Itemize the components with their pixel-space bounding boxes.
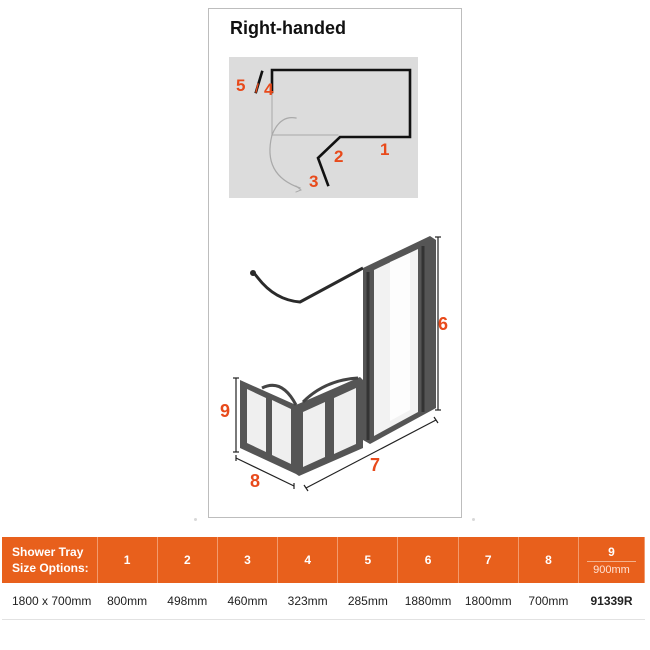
low-panel-front-glass-b bbox=[334, 388, 356, 454]
cell-col-7: 1800mm bbox=[458, 583, 518, 620]
curtain-rail bbox=[254, 268, 363, 302]
plan-label-1: 1 bbox=[380, 140, 390, 159]
header-col-9 bbox=[579, 537, 645, 583]
header-col-8: 8 bbox=[518, 537, 578, 583]
low-panel-left-glass-b bbox=[272, 400, 291, 464]
header-col-6: 6 bbox=[398, 537, 458, 583]
header-col-3: 3 bbox=[217, 537, 277, 583]
plan-label-5: 5 bbox=[236, 76, 246, 95]
low-panel-left-glass-a bbox=[247, 389, 266, 452]
table-header-row bbox=[2, 537, 645, 583]
cell-col-5: 285mm bbox=[338, 583, 398, 620]
table-row bbox=[2, 583, 645, 620]
diagram-title: Right-handed bbox=[230, 18, 346, 38]
rail-end-cap bbox=[250, 270, 256, 276]
plan-label-2: 2 bbox=[334, 147, 344, 166]
low-panel-front-glass-a bbox=[303, 402, 325, 467]
cell-tray-size: 1800 x 700mm bbox=[2, 583, 97, 620]
cell-col-8: 700mm bbox=[518, 583, 578, 620]
cell-col-1: 800mm bbox=[97, 583, 157, 620]
plan-view bbox=[256, 70, 410, 192]
header-col-4: 4 bbox=[278, 537, 338, 583]
cell-col-2: 498mm bbox=[157, 583, 217, 620]
plan-swing-arc bbox=[270, 135, 300, 188]
header-col-7: 7 bbox=[458, 537, 518, 583]
cell-product-code: 91339R bbox=[579, 583, 645, 620]
header-col-9-sub: 900mm bbox=[587, 561, 636, 576]
cell-col-6: 1880mm bbox=[398, 583, 458, 620]
header-col-1: 1 bbox=[97, 537, 157, 583]
decor-dot-right bbox=[472, 518, 475, 521]
size-options-table bbox=[2, 537, 645, 620]
elevation-label-9: 9 bbox=[220, 401, 231, 421]
plan-label-3: 3 bbox=[309, 172, 319, 191]
plan-outline bbox=[272, 70, 410, 185]
elevation-label-6: 6 bbox=[438, 314, 449, 334]
header-col-9-number: 9 bbox=[608, 544, 615, 559]
plan-label-4: 4 bbox=[264, 80, 274, 99]
header-size-options: Shower Tray Size Options: bbox=[2, 537, 97, 583]
cell-col-3: 460mm bbox=[217, 583, 277, 620]
plan-swing-arc-upper bbox=[272, 118, 296, 135]
cell-col-4: 323mm bbox=[278, 583, 338, 620]
decor-dot-left bbox=[194, 518, 197, 521]
elevation-label-7: 7 bbox=[370, 455, 381, 475]
elevation-view bbox=[233, 236, 441, 491]
header-col-2: 2 bbox=[157, 537, 217, 583]
elevation-label-8: 8 bbox=[250, 471, 261, 491]
header-col-5: 5 bbox=[338, 537, 398, 583]
tall-panel-highlight bbox=[390, 253, 410, 421]
